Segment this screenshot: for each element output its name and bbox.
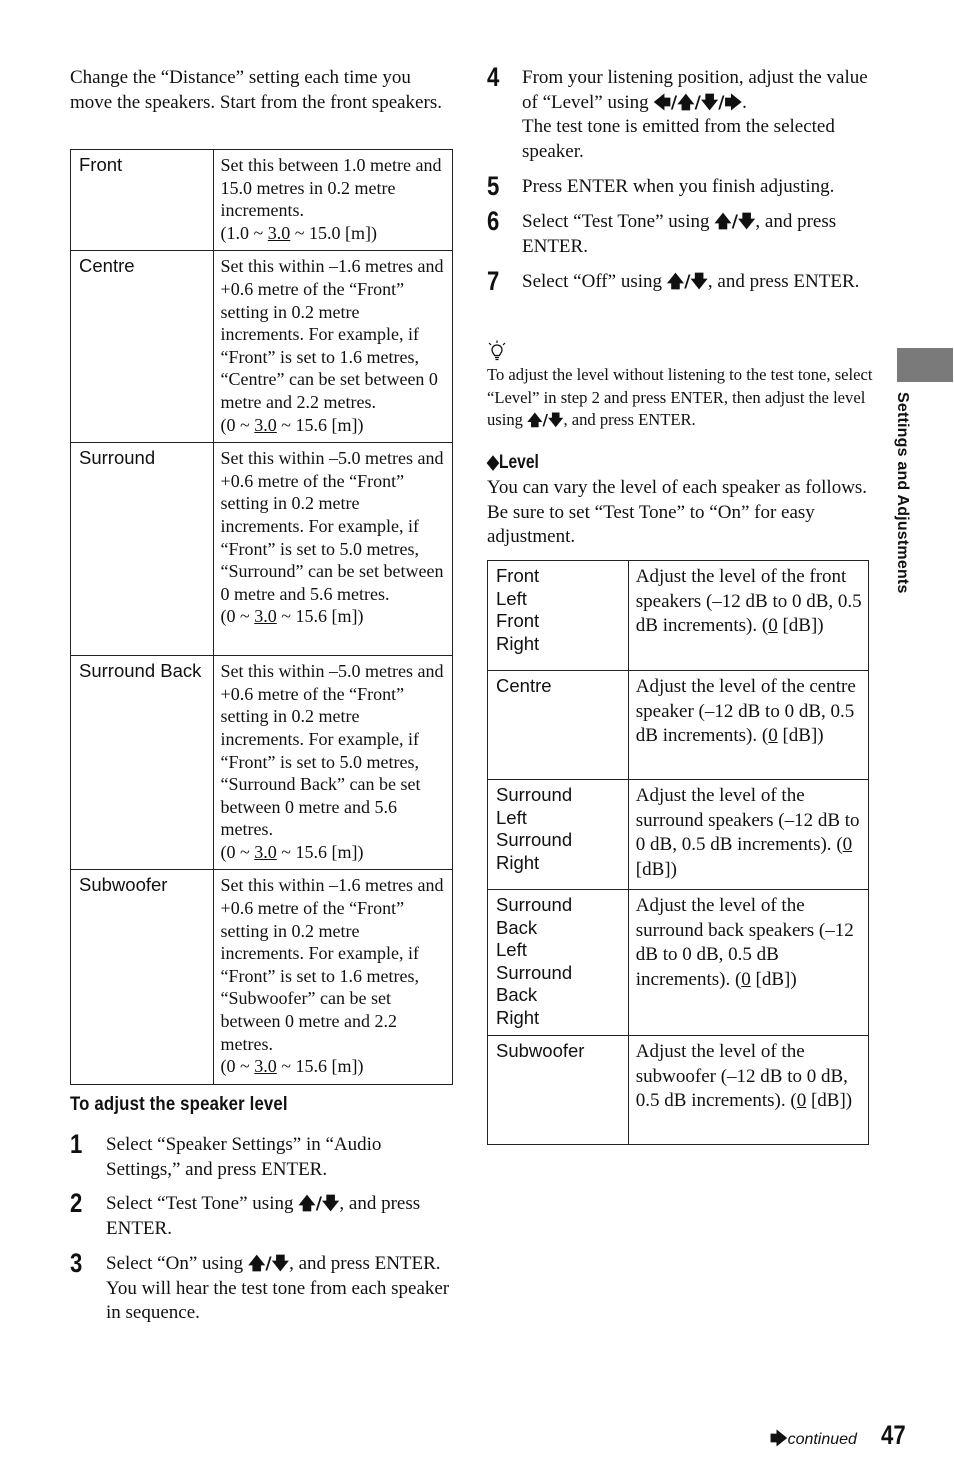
level-desc: Adjust the level of the centre speaker (–12 dB to 0 dB, 0.5 dB increments). (0 [dB]): [628, 671, 868, 780]
level-desc: Adjust the level of the subwoofer (–12 dB to 0 dB, 0.5 dB increments). (0 [dB]): [628, 1036, 868, 1145]
table-row: [71, 656, 453, 870]
step-number: 7: [487, 266, 500, 296]
step-text: Select “On” using 🡅/🡇, and press ENTER. You will hear the test tone from each speaker in sequence.: [106, 1253, 450, 1324]
table-row: [488, 780, 869, 890]
up-down-arrow-icon: 🡅/🡇: [247, 1254, 290, 1274]
table-row: [71, 150, 453, 251]
up-down-arrow-icon: 🡅/🡇: [527, 411, 564, 429]
distance-name: Subwoofer: [71, 870, 214, 1084]
level-desc: Adjust the level of the surround speakers (–12 dB to 0 dB, 0.5 dB increments). (0 [dB]): [628, 780, 868, 890]
section-tab-label: Settings and Adjustments: [894, 392, 911, 594]
distance-desc: Set this within –5.0 metres and +0.6 metre of the “Front” setting in 0.2 metre increments. For example, if “Front” is set to 5.0 metres, “Surround” can be set between 0 metre and 5.6 metres. (0 ~ 3.0 ~ 15.6 [m]): [213, 443, 452, 656]
level-name: Centre: [488, 671, 629, 780]
level-name: Front Left Front Right: [488, 561, 629, 671]
distance-name: Surround: [71, 443, 214, 656]
step-number: 6: [487, 206, 500, 236]
distance-name: Front: [71, 150, 214, 251]
table-row: [488, 1036, 869, 1145]
distance-desc: Set this within –1.6 metres and +0.6 metre of the “Front” setting in 0.2 metre increments. For example, if “Front” is set to 1.6 metres, “Subwoofer” can be set between 0 metre and 2.2 metres. (0 ~ 3.0 ~ 15.6 [m]): [213, 870, 452, 1084]
step-number: 5: [487, 171, 500, 201]
table-row: [488, 890, 869, 1036]
level-intro: You can vary the level of each speaker as follows. Be sure to set “Test Tone” to “On” for easy adjustment.: [487, 477, 868, 548]
level-desc: Adjust the level of the surround back speakers (–12 dB to 0 dB, 0.5 dB increments). (0 [dB]): [628, 890, 868, 1036]
distance-desc: Set this within –1.6 metres and +0.6 metre of the “Front” setting in 0.2 metre increments. For example, if “Front” is set to 1.6 metres, “Centre” can be set between 0 metre and 2.2 metres. (0 ~ 3.0 ~ 15.6 [m]): [213, 251, 452, 443]
table-row: [488, 561, 869, 671]
step-number: 1: [70, 1129, 83, 1159]
arrow-right-icon: 🡆: [770, 1429, 788, 1449]
step-text: From your listening position, adjust the value of “Level” using 🡄/🡅/🡇/🡆. The test tone is emitted from the selected speaker.: [522, 67, 868, 162]
table-row: [71, 443, 453, 656]
arrow-keys-icon: 🡄/🡅/🡇/🡆: [653, 92, 743, 113]
table-row: [71, 870, 453, 1084]
diamond-icon: ◆: [487, 452, 499, 473]
level-table: [487, 560, 869, 1145]
distance-table: [70, 149, 453, 1085]
distance-name: Surround Back: [71, 656, 214, 870]
speaker-level-heading: To adjust the speaker level: [70, 1093, 288, 1115]
up-down-arrow-icon: 🡅/🡇: [298, 1194, 340, 1214]
step-number: 2: [70, 1188, 83, 1218]
distance-desc: Set this between 1.0 metre and 15.0 metres in 0.2 metre increments. (1.0 ~ 3.0 ~ 15.0 [m]): [213, 150, 452, 251]
up-down-arrow-icon: 🡅/🡇: [666, 272, 708, 292]
section-tab-marker: [897, 348, 953, 382]
distance-desc: Set this within –5.0 metres and +0.6 metre of the “Front” setting in 0.2 metre increments. For example, if “Front” is set to 5.0 metres, “Surround Back” can be set between 0 metre and 5.6 metres. (0 ~ 3.0 ~ 15.6 [m]): [213, 656, 452, 870]
step-text: Select “Test Tone” using 🡅/🡇, and press ENTER.: [522, 211, 837, 257]
step-text: Select “Test Tone” using 🡅/🡇, and press ENTER.: [106, 1193, 421, 1239]
up-down-arrow-icon: 🡅/🡇: [714, 212, 756, 232]
level-name: Subwoofer: [488, 1036, 629, 1145]
page-number: 47: [881, 1420, 906, 1450]
step-text: Press ENTER when you finish adjusting.: [522, 176, 835, 197]
lightbulb-icon: [487, 340, 507, 367]
continued-label: 🡆continued: [770, 1429, 857, 1449]
level-name: Surround Back Left Surround Back Right: [488, 890, 629, 1036]
level-heading: ◆Level: [487, 452, 539, 473]
tip-text: To adjust the level without listening to the test tone, select “Level” in step 2 and press ENTER, then adjust the level using 🡅/🡇, and press ENTER.: [487, 365, 873, 429]
step-number: 4: [487, 62, 500, 92]
level-desc: Adjust the level of the front speakers (–12 dB to 0 dB, 0.5 dB increments). (0 [dB]): [628, 561, 868, 671]
step-text: Select “Off” using 🡅/🡇, and press ENTER.: [522, 271, 860, 292]
step-number: 3: [70, 1248, 83, 1278]
distance-name: Centre: [71, 251, 214, 443]
table-row: [71, 251, 453, 443]
intro-text: Change the “Distance” setting each time you move the speakers. Start from the front speakers.: [70, 67, 442, 113]
level-name: Surround Left Surround Right: [488, 780, 629, 890]
table-row: [488, 671, 869, 780]
step-text: Select “Speaker Settings” in “Audio Settings,” and press ENTER.: [106, 1134, 382, 1180]
